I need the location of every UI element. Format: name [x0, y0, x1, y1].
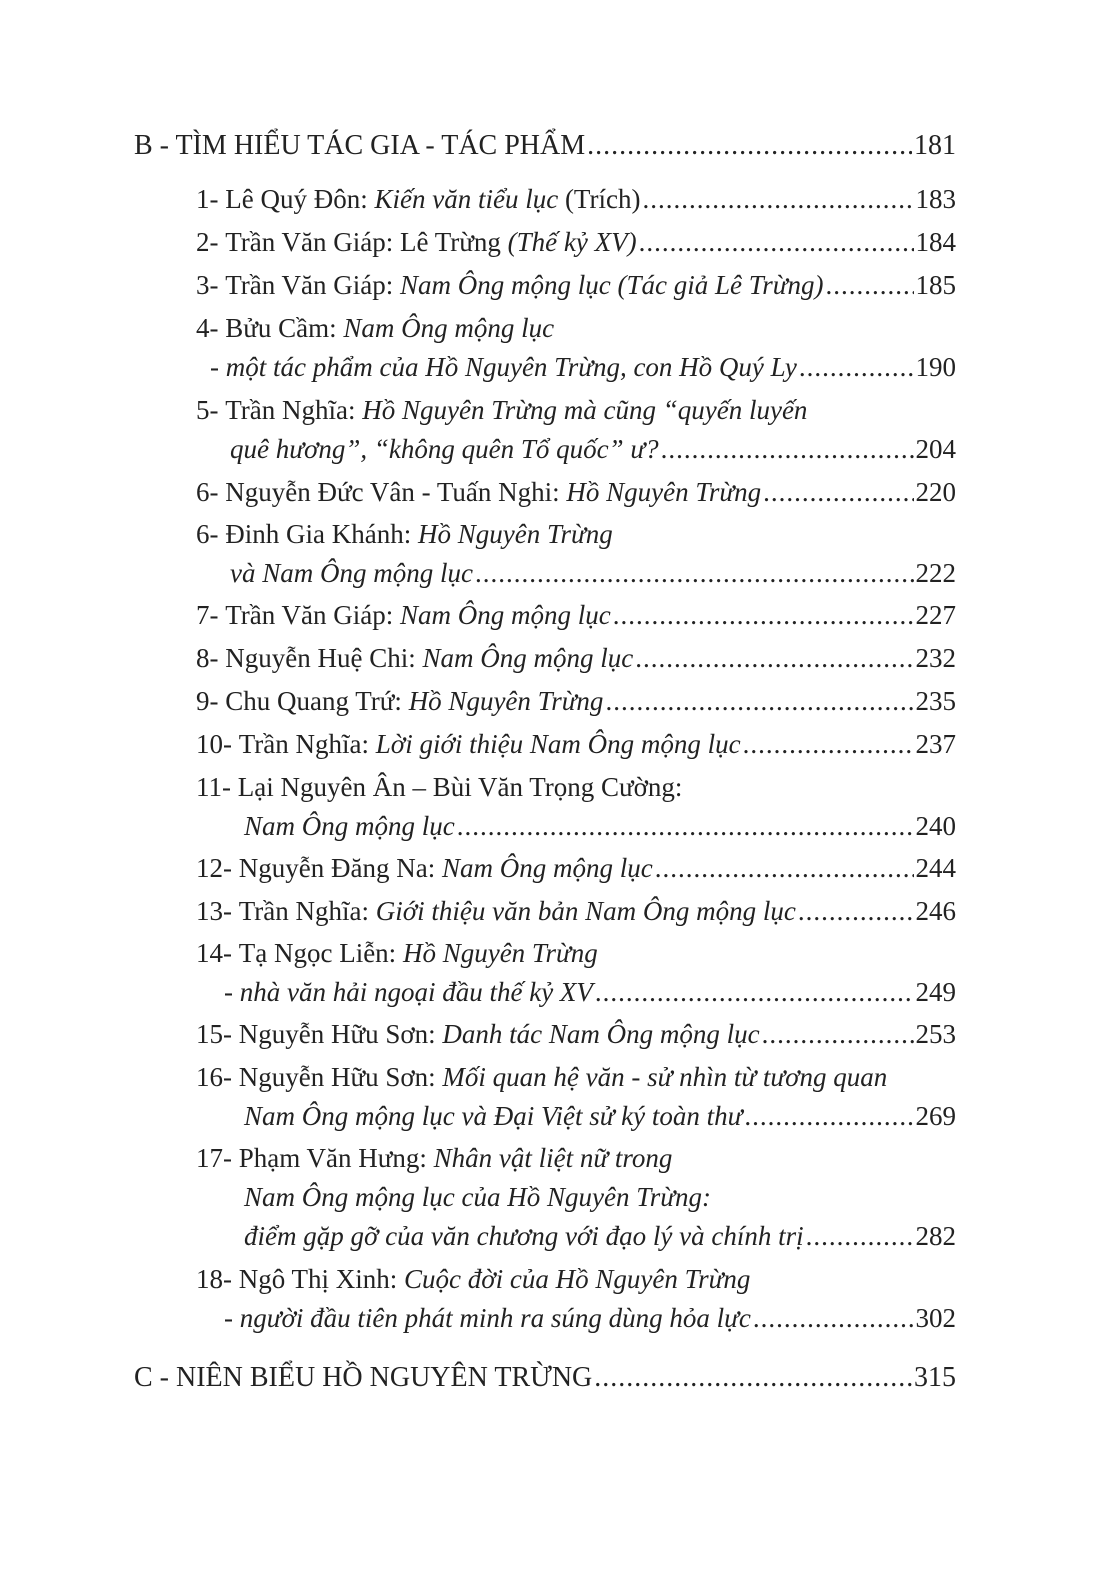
entry-title: Giới thiệu văn bản Nam Ông mộng lục: [375, 896, 796, 926]
entry-title: Hồ Nguyên Trừng: [402, 938, 598, 968]
toc-section-b[interactable]: [134, 128, 956, 164]
entry-number: 3-: [196, 270, 219, 300]
page-number: 253: [915, 1019, 956, 1049]
page-number: 315: [914, 1362, 956, 1393]
entry-number: 5-: [196, 395, 219, 425]
entry-number: 17-: [196, 1143, 232, 1173]
entry-number: 1-: [196, 184, 219, 214]
leader-dots: [753, 1300, 914, 1336]
entry-title-continued: quê hương”, “không quên Tổ quốc” ư?: [230, 434, 659, 464]
entry-author: Bửu Cầm:: [225, 313, 337, 343]
entry-author: Trần Nghĩa:: [238, 896, 370, 926]
page-number: 181: [914, 130, 956, 161]
entry-note: (Thế kỷ XV): [507, 227, 637, 257]
leader-dots: [475, 555, 914, 591]
page-number: 190: [915, 352, 956, 382]
page-number: 185: [915, 270, 956, 300]
entry-author: Ngô Thị Xinh:: [238, 1264, 398, 1294]
entry-number: 10-: [196, 729, 232, 759]
entry-author: Trần Nghĩa:: [238, 729, 370, 759]
entry-author: Trần Văn Giáp:: [225, 270, 394, 300]
entry-number: 13-: [196, 896, 232, 926]
leader-dots: [457, 808, 914, 844]
page-number: 249: [915, 977, 956, 1007]
entry-author: Nguyễn Hữu Sơn:: [238, 1062, 436, 1092]
entry-author: Chu Quang Trứ:: [225, 686, 402, 716]
leader-dots: [799, 349, 914, 385]
page-number: 232: [915, 643, 956, 673]
entry-author: Phạm Văn Hưng:: [238, 1143, 427, 1173]
leader-dots: [763, 474, 913, 510]
entry-title-continued-2: điểm gặp gỡ của văn chương với đạo lý và chính trị: [244, 1221, 804, 1251]
entry-number: 4-: [196, 313, 219, 343]
page-number: 222: [915, 558, 956, 588]
entry-number: 8-: [196, 643, 219, 673]
entry-author: Lê Quý Đôn:: [225, 184, 368, 214]
entry-author: Lại Nguyên Ân – Bùi Văn Trọng Cường:: [237, 772, 683, 802]
entry-title-continued: - người đầu tiên phát minh ra súng dùng hỏa lực: [224, 1303, 751, 1333]
entry-title: Nam Ông mộng lục: [422, 643, 634, 673]
leader-dots: [744, 1098, 913, 1134]
page-number: 184: [915, 227, 956, 257]
entry-title: Hồ Nguyên Trừng: [566, 477, 762, 507]
entry-title: Danh tác Nam Ông mộng lục: [442, 1019, 760, 1049]
leader-dots: [655, 850, 914, 886]
entry-title: Hồ Nguyên Trừng: [417, 519, 613, 549]
entry-note: (Trích): [564, 184, 641, 214]
leader-dots: [762, 1016, 914, 1052]
leader-dots: [798, 893, 914, 929]
leader-dots: [587, 128, 912, 164]
entry-title: Nam Ông mộng lục (Tác giả Lê Trừng): [400, 270, 824, 300]
entry-number: 14-: [196, 938, 232, 968]
section-label: B - TÌM HIỂU TÁC GIA - TÁC PHẨM: [134, 130, 586, 161]
entry-number: 16-: [196, 1062, 232, 1092]
toc-section-c[interactable]: [134, 1360, 956, 1396]
entry-title-continued: - một tác phẩm của Hồ Nguyên Trừng, con Hồ Quý Ly: [210, 352, 797, 382]
entry-author: Nguyễn Huệ Chi:: [225, 643, 416, 673]
page-number: 183: [915, 184, 956, 214]
entry-number: 15-: [196, 1019, 232, 1049]
page-number: 220: [915, 477, 956, 507]
entry-title-continued: và Nam Ông mộng lục: [230, 558, 473, 588]
leader-dots: [825, 267, 913, 303]
entry-author: Nguyễn Đăng Na:: [238, 853, 436, 883]
entry-author: Trần Nghĩa:: [225, 395, 356, 425]
entry-author: Trần Văn Giáp:: [225, 227, 394, 257]
entry-author: Nguyễn Đức Vân - Tuấn Nghi:: [225, 477, 560, 507]
entry-title: Kiến văn tiểu lục: [374, 184, 559, 214]
entry-title-continued: Nam Ông mộng lục và Đại Việt sử ký toàn thư: [244, 1101, 743, 1131]
leader-dots: [743, 726, 914, 762]
leader-dots: [661, 431, 914, 467]
entry-number: 6-: [196, 477, 219, 507]
entry-title: Cuộc đời của Hồ Nguyên Trừng: [404, 1264, 751, 1294]
entry-number: 11-: [196, 772, 231, 802]
leader-dots: [639, 224, 914, 260]
page-number: 246: [915, 896, 956, 926]
leader-dots: [613, 597, 914, 633]
entry-title: Hồ Nguyên Trừng: [408, 686, 604, 716]
page-number: 244: [915, 853, 956, 883]
entry-title: Nam Ông mộng lục: [441, 853, 653, 883]
entry-number: 12-: [196, 853, 232, 883]
entry-title: Mối quan hệ văn - sử nhìn từ tương quan: [442, 1062, 888, 1092]
page-number: 237: [915, 729, 956, 759]
entry-title-continued: - nhà văn hải ngoại đầu thế kỷ XV: [224, 977, 593, 1007]
leader-dots: [635, 640, 913, 676]
entry-title: Lời giới thiệu Nam Ông mộng lục: [375, 729, 741, 759]
entry-title: Nam Ông mộng lục: [400, 600, 611, 630]
entry-number: 6-: [196, 519, 219, 549]
entry-title-continued: Nam Ông mộng lục của Hồ Nguyên Trừng:: [244, 1182, 711, 1212]
leader-dots: [605, 683, 913, 719]
leader-dots: [642, 181, 913, 217]
page-number: 204: [915, 434, 956, 464]
leader-dots: [806, 1218, 914, 1254]
page-number: 282: [915, 1221, 956, 1251]
page-number: 240: [915, 811, 956, 841]
entry-title: Hồ Nguyên Trừng mà cũng “quyến luyến: [362, 395, 808, 425]
section-label: C - NIÊN BIỂU HỒ NGUYÊN TRỪNG: [134, 1362, 593, 1393]
page-number: 269: [915, 1101, 956, 1131]
leader-dots: [594, 1360, 912, 1396]
entry-number: 18-: [196, 1264, 232, 1294]
entry-number: 7-: [196, 600, 219, 630]
entry-author: Tạ Ngọc Liễn:: [238, 938, 397, 968]
entry-author: Đinh Gia Khánh:: [225, 519, 412, 549]
leader-dots: [595, 974, 914, 1010]
entry-number: 9-: [196, 686, 219, 716]
entry-title: Nhân vật liệt nữ trong: [433, 1143, 673, 1173]
entry-number: 2-: [196, 227, 219, 257]
page-number: 235: [915, 686, 956, 716]
page-number: 302: [915, 1303, 956, 1333]
entry-title: Nam Ông mộng lục: [343, 313, 555, 343]
page-number: 227: [915, 600, 956, 630]
entry-author: Trần Văn Giáp:: [225, 600, 394, 630]
entry-author: Nguyễn Hữu Sơn:: [238, 1019, 436, 1049]
entry-title-continued: Nam Ông mộng lục: [244, 811, 455, 841]
entry-title: Lê Trừng: [400, 227, 501, 257]
